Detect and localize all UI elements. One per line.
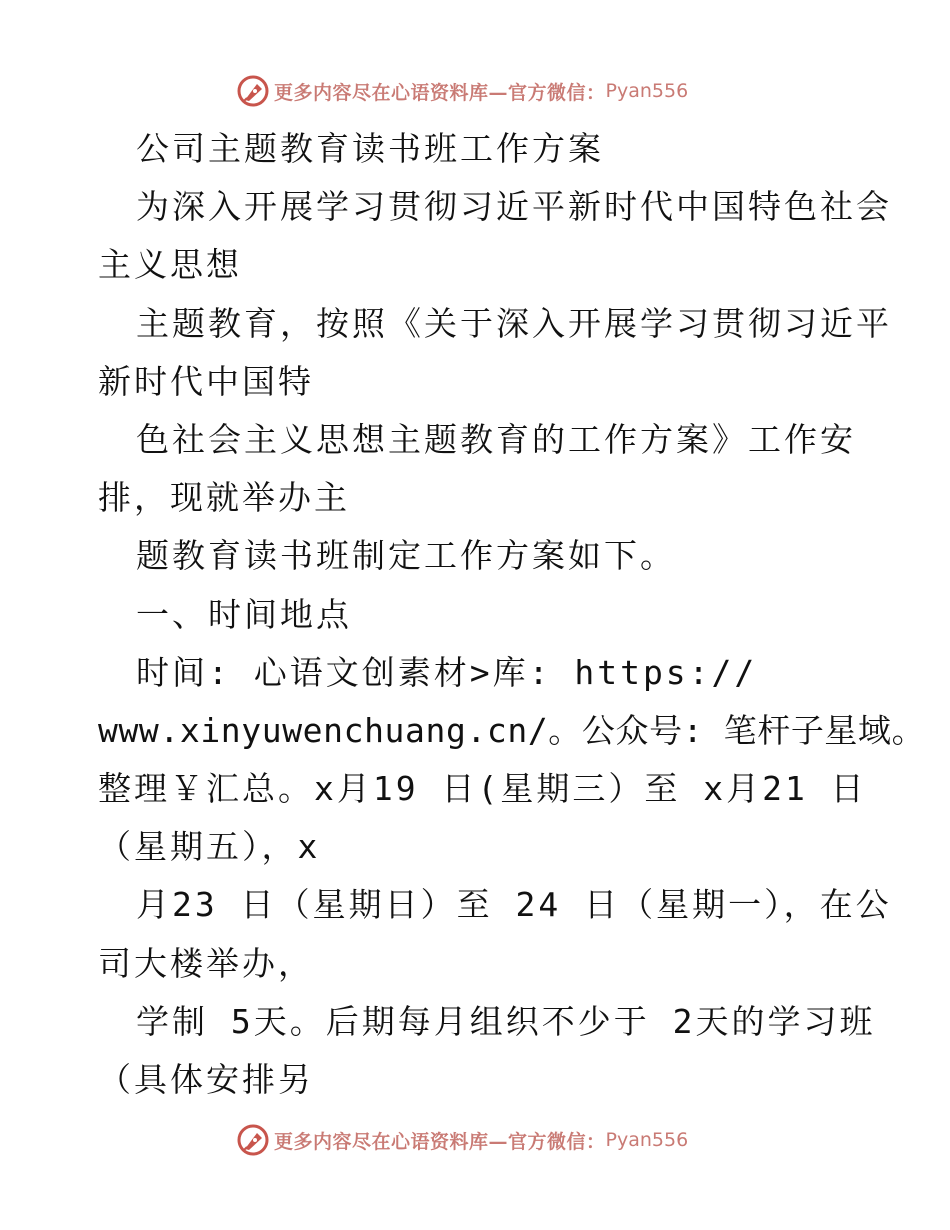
paragraph-line: （具体安排另 bbox=[98, 1060, 314, 1099]
document-body bbox=[98, 120, 926, 1109]
watermark-wechat-id: Pyan556 bbox=[605, 80, 689, 102]
watermark-text: 更多内容尽在心语资料库—官方微信： bbox=[274, 1130, 606, 1153]
paragraph-line: 主题教育，按照《关于深入开展学习贯彻习近平 bbox=[136, 303, 892, 343]
paragraph-line: 题教育读书班制定工作方案如下。 bbox=[136, 536, 676, 576]
paragraph-line: 主义思想 bbox=[98, 245, 242, 285]
pen-nib-logo-icon bbox=[236, 74, 270, 108]
paragraph-line: 新时代中国特 bbox=[98, 361, 314, 401]
paragraph-line: 月23 日（星期日）至 24 日（星期一），在公 bbox=[136, 885, 892, 925]
document-title: 公司主题教育读书班工作方案 bbox=[136, 129, 604, 168]
paragraph-line: 排，现就举办主 bbox=[98, 478, 350, 518]
paragraph-line: 整理￥汇总。x月19 日(星期三）至 x月21 日 bbox=[98, 769, 867, 809]
paragraph-line: 色社会主义思想主题教育的工作方案》工作安 bbox=[136, 419, 856, 459]
section-heading: 一、时间地点 bbox=[136, 594, 352, 634]
watermark-banner-bottom bbox=[236, 1122, 688, 1158]
paragraph-line: （星期五），x bbox=[98, 827, 321, 867]
paragraph-line: www.xinyuwenchuang.cn/。公众号: 笔杆子星域。 bbox=[98, 710, 926, 750]
paragraph-line: 时间: 心语文创素材>库: https:// bbox=[136, 652, 758, 692]
watermark-wechat-id: Pyan556 bbox=[605, 1129, 689, 1151]
paragraph-line: 司大楼举办， bbox=[98, 943, 314, 983]
watermark-text: 更多内容尽在心语资料库—官方微信： bbox=[274, 81, 606, 104]
watermark-banner-top bbox=[236, 73, 688, 109]
pen-nib-logo-icon bbox=[236, 1123, 270, 1157]
paragraph-line: 为深入开展学习贯彻习近平新时代中国特色社会 bbox=[136, 187, 892, 227]
paragraph-line: 学制 5天。后期每月组织不少于 2天的学习班 bbox=[136, 1001, 876, 1041]
